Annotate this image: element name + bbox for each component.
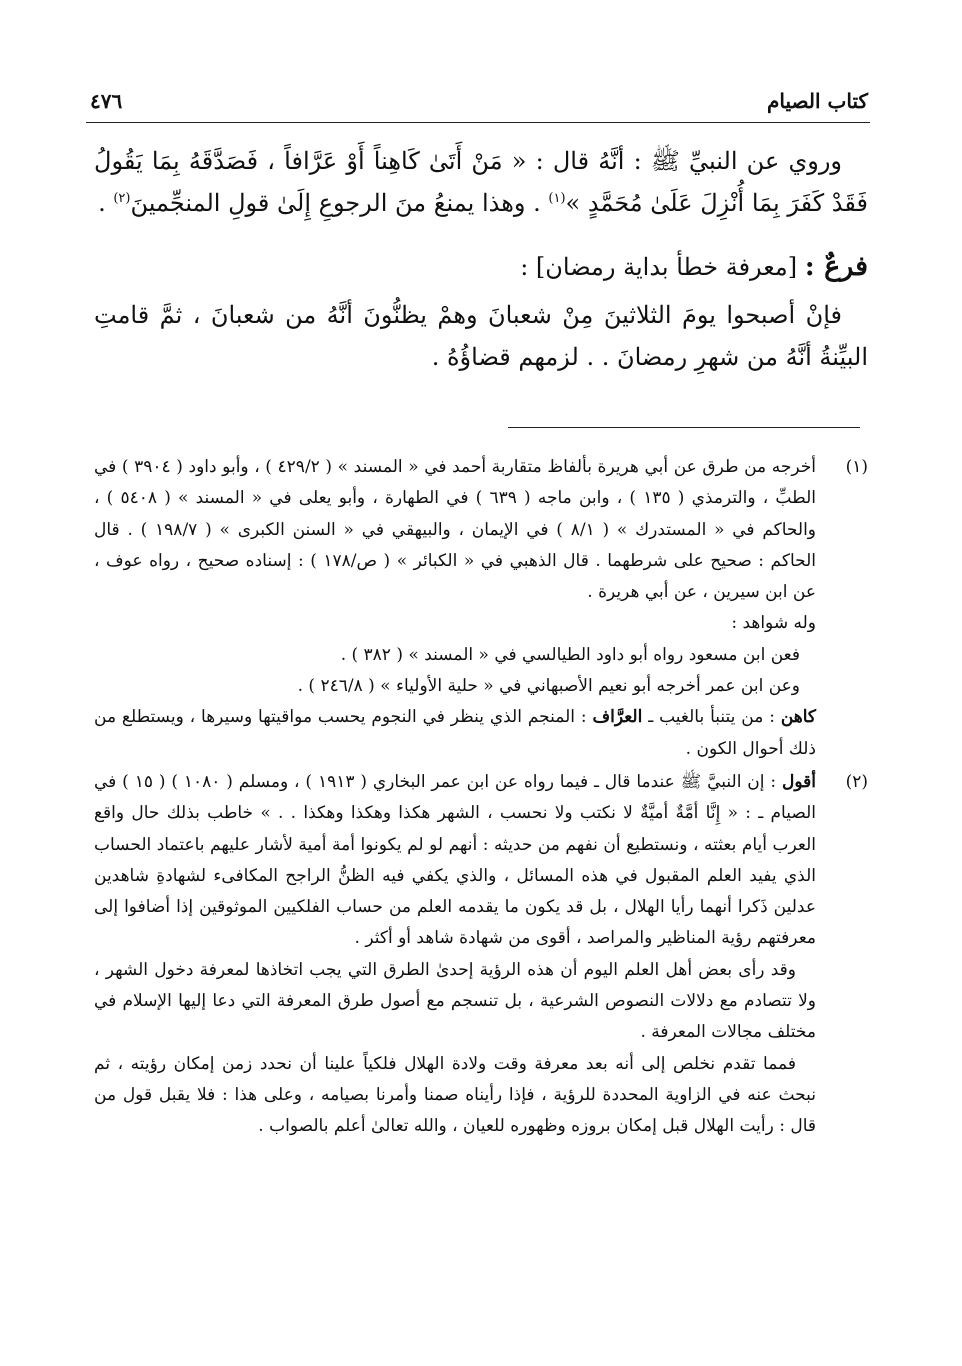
footnote-1-definitions: [94, 702, 816, 765]
main-text: [94, 140, 868, 378]
footnote-1-body: [94, 452, 816, 765]
kahin-definition: : من يتنبأ بالغيب ـ: [642, 707, 781, 728]
page-header: [90, 86, 868, 116]
footnote-ref-1[interactable]: (١): [548, 191, 566, 206]
body-paragraph: فإنْ أصبحوا يومَ الثلاثينَ مِنْ شعبانَ وهمْ يظنُّونَ أنَّهُ من شعبانَ ، ثمَّ قامتِ البيِّنةُ أنَّهُ من شهرِ رمضانَ . . لزمهم قضاؤُهُ .: [94, 301, 868, 371]
hadith-text: وروي عن النبيِّ ﷺ : أنَّهُ قال : « مَنْ أَتَىٰ كَاهِناً أَوْ عَرَّافاً ، فَصَدَّقَهُ بِمَا يَقُولُ فَقَدْ كَفَرَ بِمَا أُنْزِلَ عَلَىٰ مُحَمَّدٍ »: [94, 147, 868, 217]
footnote-divider: [508, 427, 860, 428]
far-title: [معرفة خطأ بداية رمضان] :: [520, 253, 805, 281]
footnote-1-ibn-umar: وعن ابن عمر أخرجه أبو نعيم الأصبهاني في « حلية الأولياء » ( ٢٤٦/٨ ) .: [297, 676, 800, 697]
footnotes: [94, 452, 868, 1143]
footnote-1-number: (١): [845, 457, 868, 477]
footnote-1-text: أخرجه من طرق عن أبي هريرة بألفاظ متقاربة أحمد في « المسند » ( ٤٢٩/٢ ) ، وأبو داود ( ٣٩٠٤ ) في الطبِّ ، والترمذي ( ١٣٥ ) ، وابن ماجه ( ٦٣٩ ) في الطهارة ، وأبو يعلى في « المسند » ( ٥٤٠٨ ) ، والحاكم في « المستدرك » ( ٨/١ ) في الإيمان ، والبيهقي في « السنن الكبرى » ( ١٩٨/٧ ) . قال الحاكم : صحيح على شرطهما . قال الذهبي في « الكبائر » ( ص/١٧٨ ) : إسناده صحيح ، رواه عوف ، عن ابن سيرين ، عن أبي هريرة .: [94, 457, 817, 603]
arraf-definition: : المنجم الذي ينظر في النجوم يحسب مواقيتها وسيرها ، ويستطلع من ذلك أحوال الكون .: [94, 707, 816, 759]
page-number: ٤٧٦: [90, 89, 123, 113]
footnote-2-text: [94, 767, 816, 955]
footnote-2-body: [94, 767, 816, 1143]
footnote-2-para-2: وقد رأى بعض أهل العلم اليوم أن هذه الرؤية إحدىٰ الطرق التي يجب اتخاذها لمعرفة دخول الشهر ، ولا تتصادم مع دلالات النصوص الشرعية ، بل تنسجم مع أصول طرق المعرفة التي دعا إليها الإسلام في مختلف مجالات المعرفة .: [94, 959, 816, 1043]
far-heading: [94, 246, 868, 288]
arraf-term: العرَّاف: [592, 707, 643, 728]
hadith-paragraph: [94, 140, 868, 224]
hadith-continuation: . وهذا يمنعُ منَ الرجوعِ إِلَىٰ قولِ المنجِّمينَ: [130, 189, 549, 217]
aqul-label: أقول: [782, 771, 816, 792]
header-divider: [86, 122, 870, 123]
footnote-1-ibn-masud: فعن ابن مسعود رواه أبو داود الطيالسي في « المسند » ( ٣٨٢ ) .: [340, 644, 800, 665]
footnote-2-para-3: فمما تقدم نخلص إلى أنه بعد معرفة وقت ولادة الهلال فلكياً علينا أن نحدد زمن إمكان رؤيته ، ثم نبحث عنه في الزاوية المحددة للرؤية ، فإذا رأيناه صمنا وأمرنا بصيامه ، وعلى هذا : فلا يقبل قول من قال : رأيت الهلال قبل إمكان بروزه وظهوره للعيان ، والله تعالىٰ أعلم بالصواب .: [94, 1053, 816, 1137]
hadith-end: .: [98, 189, 114, 217]
book-title: كتاب الصيام: [767, 89, 868, 113]
footnote-2-main: : إن النبيَّ ﷺ عندما قال ـ فيما رواه عن ابن عمر البخاري ( ١٩١٣ ) ، ومسلم ( ١٠٨٠ ) ( ١٥ ) في الصيام ـ : « إِنَّا أمَّةٌ أميَّةٌ لا نكتب ولا نحسب ، الشهر هكذا وهكذا وهكذا . . » خاطب بذلك حال واقع العرب أيام بعثته ، ونستطيع أن نفهم من حديثه : أنهم لو لم يكونوا أمة أمية لأشار عليهم باعتماد الحساب الذي يفيد العلم المقبول في هذه المسائل ، والذي يكفي فيه الظنُّ الراجح المكافىء لشهادةِ شاهدين عدلين ذَكرا أنهما رأيا الهلال ، بل قد يكون ما يقدمه العلم من حساب الفلكيين الموثوقين إذا أضافوا إلى معرفتهم رؤية المناظير والمراصد ، أقوى من شهادة شاهد أو أكثر .: [94, 771, 816, 949]
footnote-2-number: (٢): [845, 771, 868, 792]
footnote-1: [94, 452, 868, 765]
kahin-term: كاهن: [780, 707, 817, 728]
footnote-1-shawahid: وله شواهد :: [731, 613, 816, 634]
footnote-ref-2[interactable]: (٢): [113, 191, 131, 206]
footnote-2: [94, 767, 868, 1143]
far-label: فرعٌ :: [804, 251, 868, 282]
